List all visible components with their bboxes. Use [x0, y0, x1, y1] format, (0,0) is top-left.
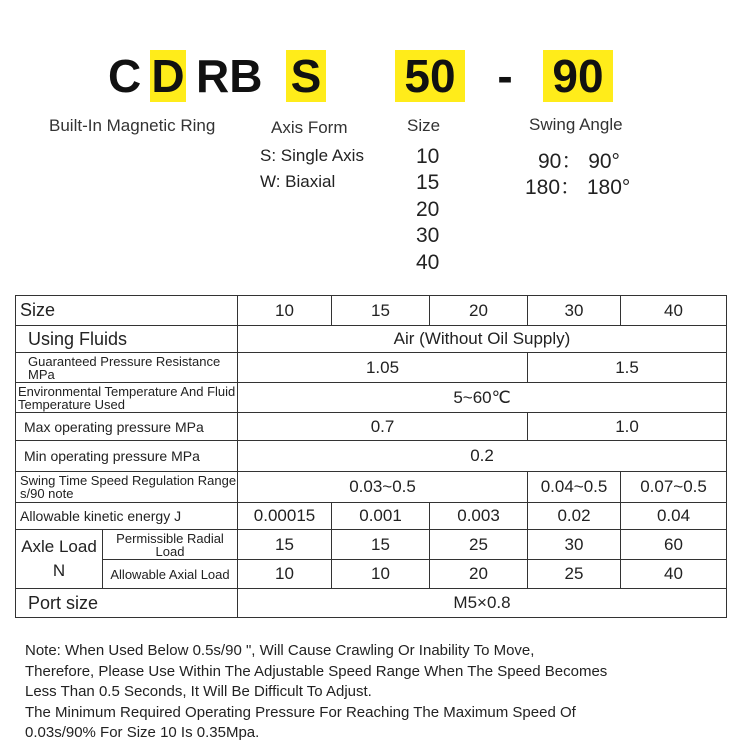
code-size: 50	[395, 50, 465, 102]
table-row	[16, 589, 727, 618]
min-pressure-label: Min operating pressure MPa	[16, 441, 238, 472]
table-row	[16, 530, 727, 560]
radial-load-value: 30	[528, 530, 621, 560]
port-size-value: M5×0.8	[238, 589, 727, 618]
temperature-value: 5~60℃	[238, 383, 727, 413]
code-series-c: C	[108, 50, 142, 102]
pressure-value: 1.05	[238, 353, 528, 383]
code-dash: -	[497, 50, 513, 102]
note-line: Less Than 0.5 Seconds, It Will Be Difficult To Adjust.	[25, 683, 372, 700]
table-row	[16, 413, 727, 441]
axial-load-value: 10	[332, 560, 430, 589]
kinetic-energy-value: 0.04	[621, 503, 727, 530]
fluid-label: Using Fluids	[16, 326, 238, 353]
note-line: The Minimum Required Operating Pressure For Reaching The Maximum Speed Of	[25, 703, 576, 721]
label-magnetic-ring: Built-In Magnetic Ring	[49, 116, 216, 135]
axial-load-value: 40	[621, 560, 727, 589]
axial-load-value: 25	[528, 560, 621, 589]
max-pressure-label: Max operating pressure MPa	[16, 413, 238, 441]
size-option: 10	[416, 145, 440, 168]
axle-load-unit: N	[52, 561, 66, 580]
radial-load-value: 60	[621, 530, 727, 560]
axial-load-label: Allowable Axial Load	[103, 560, 238, 589]
kinetic-energy-value: 0.02	[528, 503, 621, 530]
table-row	[16, 472, 727, 503]
min-pressure-value: 0.2	[238, 441, 727, 472]
swing-time-value: 0.04~0.5	[528, 472, 621, 503]
port-size-label: Port size	[16, 589, 238, 618]
spec-table	[15, 295, 727, 618]
size-cell: 40	[621, 296, 727, 326]
kinetic-energy-label: Allowable kinetic energy J	[16, 503, 238, 530]
code-magnetic-d: D	[151, 50, 185, 102]
max-pressure-value: 1.0	[528, 413, 727, 441]
label-size: Size	[407, 116, 441, 135]
kinetic-energy-value: 0.003	[430, 503, 528, 530]
axial-load-value: 20	[430, 560, 528, 589]
axle-load-label-line: Axle Load	[21, 537, 97, 556]
axle-load-label	[16, 530, 103, 589]
angle-option-90: 90： 90°	[538, 150, 620, 173]
label-axis-form: Axis Form	[271, 118, 348, 137]
note-line: Therefore, Please Use Within The Adjustable Speed Range When The Speed Becomes	[25, 662, 608, 680]
angle-option-180: 180： 180°	[525, 176, 631, 199]
code-angle: 90	[543, 50, 613, 102]
table-row	[16, 560, 727, 589]
axial-load-value: 10	[238, 560, 332, 589]
size-cell: 30	[528, 296, 621, 326]
table-row	[16, 383, 727, 413]
swing-time-value: 0.07~0.5	[621, 472, 727, 503]
note-line: Note: When Used Below 0.5s/90 ", Will Cause Crawling Or Inability To Move,	[25, 642, 535, 659]
axis-option-single: S: Single Axis	[260, 146, 364, 165]
size-cell: 10	[238, 296, 332, 326]
kinetic-energy-value: 0.00015	[238, 503, 332, 530]
size-option: 30	[416, 224, 440, 247]
size-header: Size	[16, 296, 238, 326]
kinetic-energy-value: 0.001	[332, 503, 430, 530]
size-cell: 15	[332, 296, 430, 326]
table-row	[16, 353, 727, 383]
swing-time-value: 0.03~0.5	[238, 472, 528, 503]
size-option: 15	[416, 171, 440, 194]
fluid-value: Air (Without Oil Supply)	[238, 326, 727, 353]
size-cell: 20	[430, 296, 528, 326]
pressure-value: 1.5	[528, 353, 727, 383]
radial-load-value: 15	[238, 530, 332, 560]
code-axis-s: S	[286, 50, 326, 102]
label-swing-angle: Swing Angle	[529, 115, 623, 134]
size-option: 20	[416, 198, 440, 221]
note-text	[25, 641, 735, 744]
radial-load-value: 15	[332, 530, 430, 560]
size-option: 40	[416, 251, 440, 274]
swing-time-label: Swing Time Speed Regulation Range s/90 note	[16, 472, 238, 503]
table-row	[16, 441, 727, 472]
max-pressure-value: 0.7	[238, 413, 528, 441]
table-row	[16, 326, 727, 353]
radial-load-label: Permissible Radial Load	[103, 530, 238, 560]
table-row	[16, 503, 727, 530]
code-series-rb: RB	[196, 50, 263, 102]
axis-option-biaxial: W: Biaxial	[260, 172, 336, 191]
temperature-label: Environmental Temperature And Fluid Temperature Used	[16, 383, 238, 413]
table-row	[16, 296, 727, 326]
note-line: 0.03s/90% For Size 10 Is 0.35Mpa.	[25, 724, 260, 741]
pressure-label: Guaranteed Pressure Resistance MPa	[16, 353, 238, 383]
radial-load-value: 25	[430, 530, 528, 560]
